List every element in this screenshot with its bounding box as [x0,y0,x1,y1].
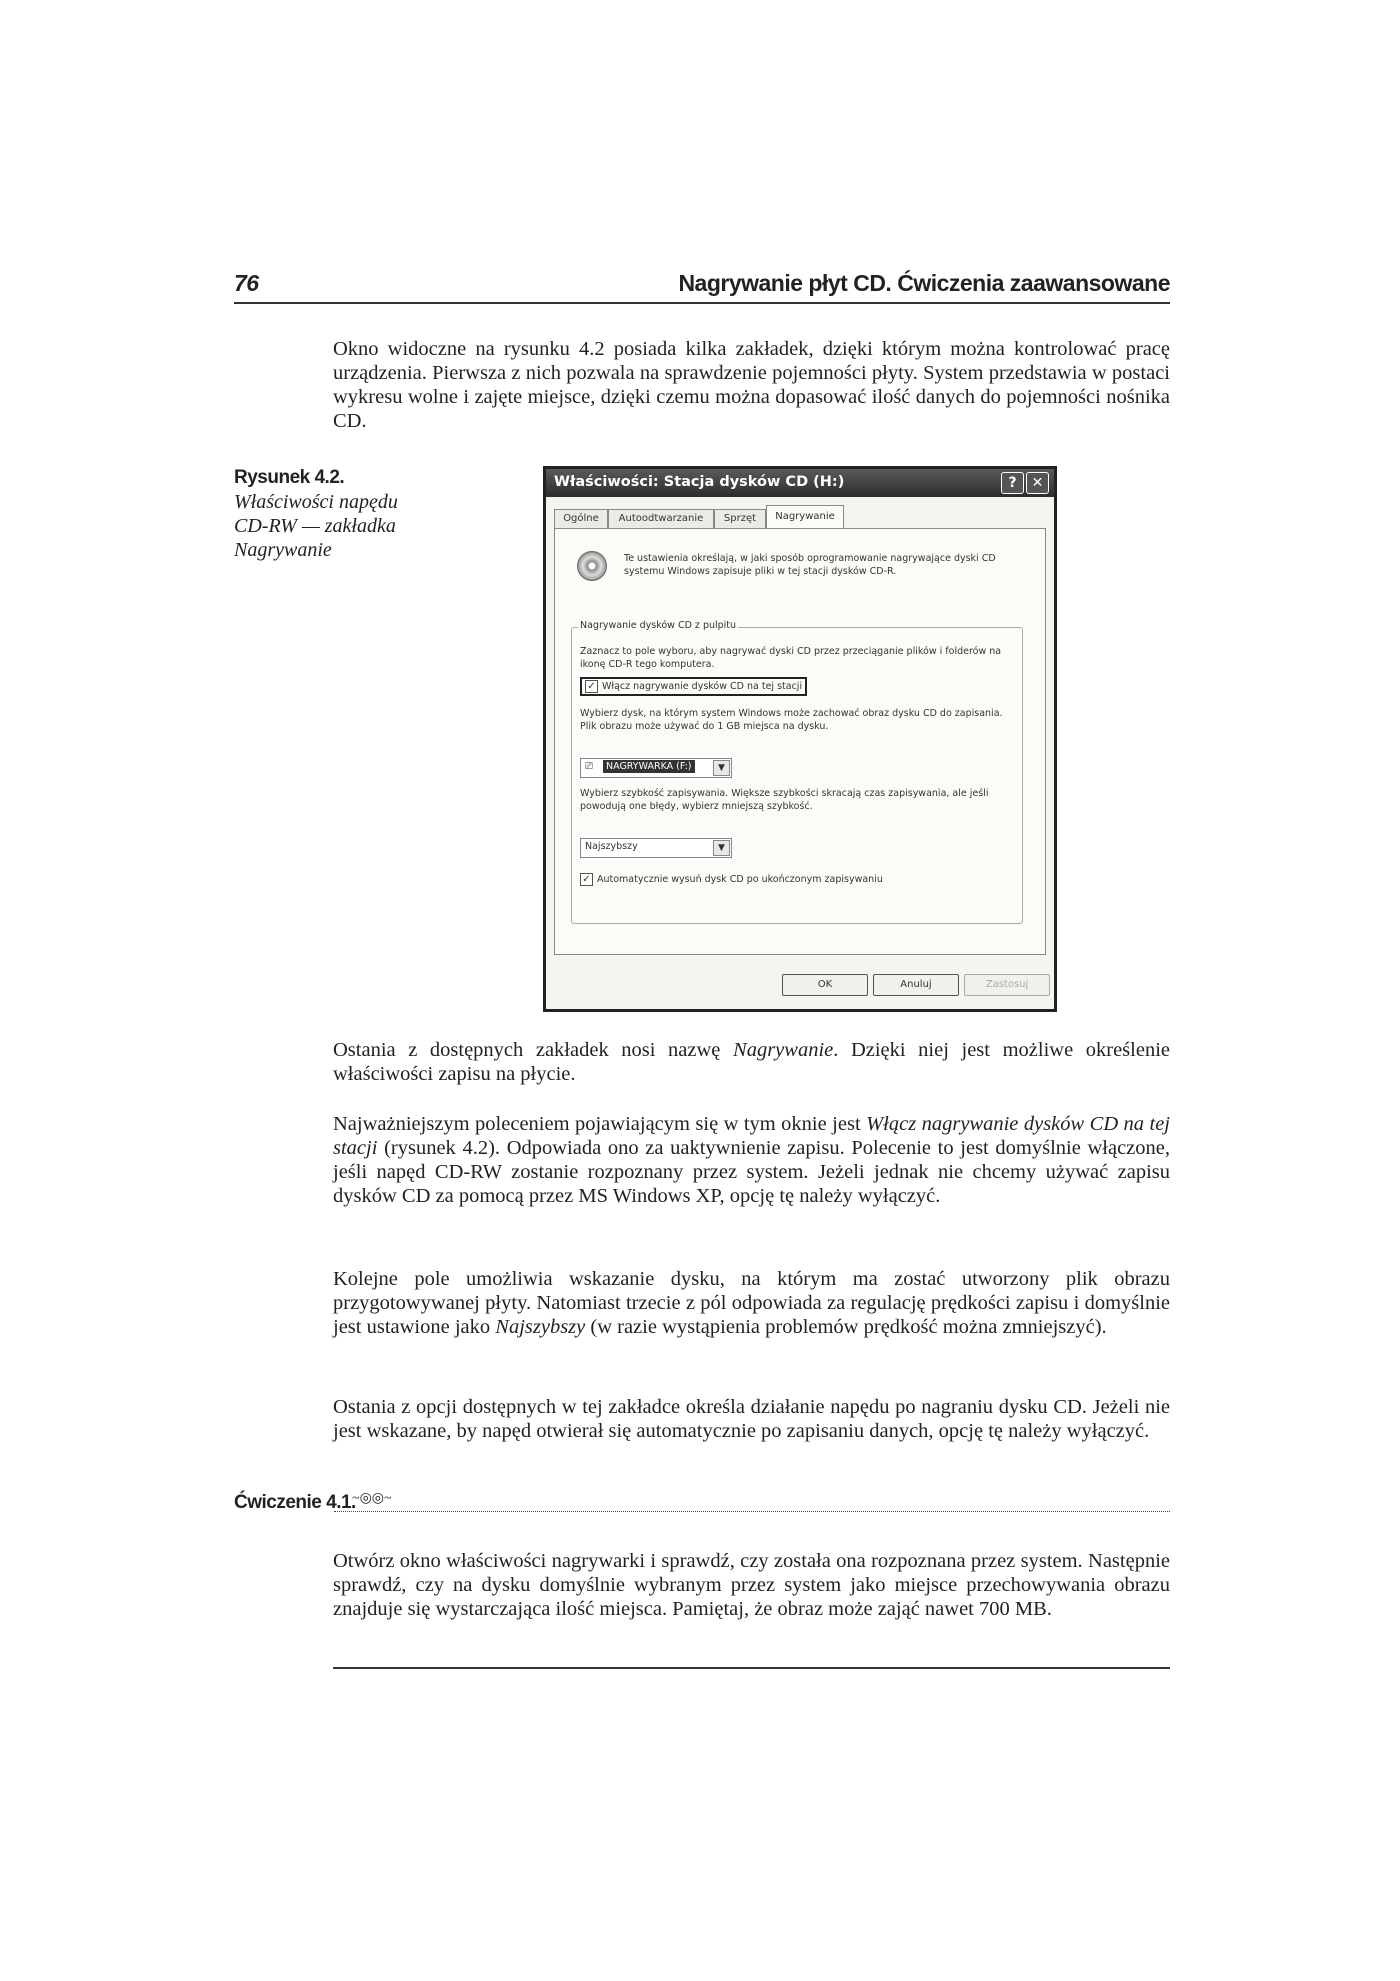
auto-eject-label: Automatycznie wysuń dysk CD po ukończonym zapisywaniu [597,874,883,885]
ornament-icon: ~◎◎~ [352,1491,392,1506]
close-icon[interactable]: ✕ [1026,472,1049,494]
dialog-titlebar [546,469,1054,497]
paragraph-enable-option [333,1112,1170,1208]
text-span: Ostania z dostępnych zakładek nosi nazwę [333,1039,734,1061]
tab-autoplay[interactable]: Autoodtwarzanie [608,509,714,528]
text-span: Kolejne pole umożliwia wskazanie dysku, na którym ma zostać utworzony plik obrazu przygotowywanej płyty. Natomiast trzecie z pól odpowiada za regulację prędkości zapisu i domyślnie jest ustawione jako [333,1268,1170,1338]
text-span: Najważniejszym poleceniem pojawiającym się w tym oknie jest [333,1113,867,1135]
exercise-label: Ćwiczenie 4.1. [234,1492,356,1513]
properties-dialog [543,466,1057,1012]
tab-panel [554,528,1046,955]
bottom-rule [333,1667,1170,1669]
chapter-title: Nagrywanie płyt CD. Ćwiczenia zaawansowane [678,270,1170,296]
italic-term: Nagrywanie [733,1039,834,1061]
paragraph-eject-option: Ostania z opcji dostępnych w tej zakładce określa działanie napędu po nagraniu dysku CD. Jeżeli nie jest wskazane, by napęd otwierał się automatycznie po zapisaniu danych, opcję tę należy wyłączyć. [333,1396,1170,1442]
group-legend: Nagrywanie dysków CD z pulpitu [580,620,737,631]
paragraph-recording-tab [333,1038,1170,1086]
auto-eject-checkbox[interactable] [580,873,883,887]
chevron-down-icon[interactable]: ▼ [713,840,730,856]
italic-term: Najszybszy [495,1316,586,1338]
text-span: (w razie wystąpienia problemów prędkość można zmniejszyć). [585,1316,1107,1338]
image-drive-select[interactable] [580,758,732,778]
tab-recording[interactable]: Nagrywanie [766,505,844,529]
group-description: Zaznacz to pole wyboru, aby nagrywać dyski CD przez przeciąganie plików i folderów na ikonę CD-R tego komputera. [580,646,1002,670]
cancel-button[interactable]: Anuluj [873,974,959,996]
tab-hardware[interactable]: Sprzęt [714,509,766,528]
dialog-title: Właściwości: Stacja dysków CD (H:) [554,474,845,490]
recording-intro-text: Te ustawienia określają, w jaki sposób oprogramowanie nagrywające dyski CD systemu Windows zapisuje pliki w tej stacji dysków CD-R. [624,553,996,577]
exercise-text: Otwórz okno właściwości nagrywarki i sprawdź, czy została ona rozpoznana przez system. Następnie sprawdź, czy na dysku domyślnie wybranym przez system jako miejsce przechowywania obrazu znajduje się wystarczająca ilość miejsca. Pamiętaj, że obraz może zająć nawet 700 MB. [333,1550,1170,1620]
exercise-header [234,1492,1170,1514]
running-header [234,268,1170,304]
page-number: 76 [234,270,259,296]
desktop-recording-group [571,620,1023,924]
figure-caption [234,466,424,562]
paragraph-intro: Okno widoczne na rysunku 4.2 posiada kilka zakładek, dzięki którym można kontrolować pracę urządzenia. Pierwsza z nich pozwala na sprawdzenie pojemności płyty. System przedstawia w postaci wykresu wolne i zajęte miejsce, dzięki czemu można dopasować ilość danych do pojemności nośnika CD. [333,338,1170,432]
speed-description: Wybierz szybkość zapisywania. Większe szybkości skracają czas zapisywania, ale jeśli powodują one błędy, wybierz mniejszą szybkość. [580,788,989,812]
chevron-down-icon[interactable]: ▼ [713,760,730,776]
ok-button[interactable]: OK [782,974,868,996]
checkmark-icon: ✓ [580,873,593,886]
drive-description: Wybierz dysk, na którym system Windows może zachować obraz dysku CD do zapisania. Plik obrazu może używać do 1 GB miejsca na dysku. [580,708,1003,732]
text-span: . Dzięki niej jest możliwe określenie właściwości zapisu na płycie. [333,1039,1170,1085]
write-speed-select[interactable] [580,838,732,858]
help-icon[interactable]: ? [1001,472,1024,494]
drive-icon: ⎚ [585,761,593,772]
checkmark-icon: ✓ [585,680,598,693]
enable-recording-checkbox[interactable] [580,680,807,694]
figure-caption-text: Właściwości napędu CD-RW — zakładka Nagrywanie [234,491,398,561]
cd-drive-icon [577,551,607,581]
text-span: (rysunek 4.2). Odpowiada ono za uaktywnienie zapisu. Polecenie to jest domyślnie włączone, jeśli napęd CD-RW zostanie rozpoznany przez system. Jeżeli jednak nie chcemy używać zapisu dysków CD za pomocą przez MS Windows XP, opcję tę należy wyłączyć. [333,1137,1170,1207]
tab-general[interactable]: Ogólne [554,509,608,528]
enable-recording-label: Włącz nagrywanie dysków CD na tej stacji [602,681,803,692]
apply-button[interactable]: Zastosuj [964,974,1050,996]
italic-term: Włącz nagrywanie dysków CD na tej stacji [333,1113,1170,1159]
dotted-divider [334,1511,1170,1512]
drive-select-value: NAGRYWARKA (F:) [603,760,695,773]
speed-select-value: Najszybszy [585,841,638,852]
paragraph-drive-speed [333,1267,1170,1339]
figure-number: Rysunek 4.2. [234,467,345,488]
